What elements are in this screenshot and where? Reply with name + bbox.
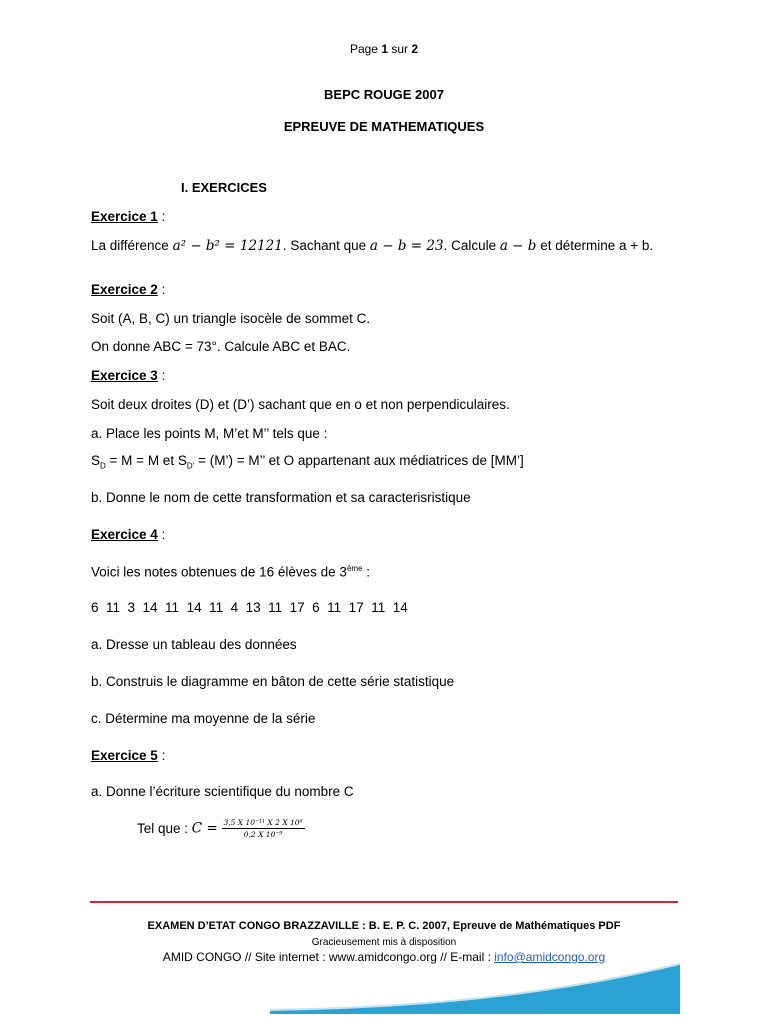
exercise-4-b: b. Construis le diagramme en bâton de cette série statistique — [91, 674, 455, 689]
email-link[interactable]: info@amidcongo.org — [494, 950, 606, 964]
page-number: Page 1 sur 2 — [349, 42, 419, 56]
exercise-3-line-1: Soit deux droites (D) et (D’) sachant que en o et non perpendiculaires. — [91, 397, 510, 412]
footer-divider — [90, 901, 678, 903]
exercise-4-c: c. Détermine ma moyenne de la série — [91, 711, 316, 726]
exercise-3-line-2: a. Place les points M, M’et M’’ tels que : — [91, 426, 328, 441]
exercise-4-notes: 6 11 3 14 11 14 11 4 13 11 17 6 11 17 11 14 — [91, 600, 408, 615]
exam-subtitle: EPREUVE DE MATHEMATIQUES — [283, 119, 485, 134]
formula-fraction: $\frac{\text{3,5 X 10⁻¹¹ X 2 X 10⁶}}{\text{0,2 X 10⁻⁹}}$ — [223, 818, 303, 839]
page-total: 2 — [411, 42, 419, 56]
exercise-1-heading: Exercice 1 : — [91, 209, 166, 224]
exercise-3-line-4: b. Donne le nom de cette transformation et sa caracterisristique — [91, 490, 471, 505]
exercise-2-line-1: Soit (A, B, C) un triangle isocèle de sommet C. — [91, 311, 371, 326]
exercise-5-formula: Tel que : C = $\frac{\text{3,5 X 10⁻¹¹ X 2 X 10⁶}}{\text{0,2 X 10⁻⁹}}$ — [137, 818, 303, 839]
section-heading: I. EXERCICES — [181, 180, 267, 195]
exercise-3-heading: Exercice 3 : — [91, 368, 166, 383]
page-current: 1 — [381, 42, 388, 56]
footer-wave-decoration — [270, 960, 680, 1014]
wave-shape — [270, 964, 680, 1014]
exercise-3-line-3: $S_D = M = M$ et $S_{D’}$ = (M’) = M’’ et O appartenant aux médiatrices de [MM’] — [91, 453, 524, 471]
exercise-4-intro: Voici les notes obtenues de 16 élèves de 3ème : — [91, 564, 371, 580]
exam-title: BEPC ROUGE 2007 — [324, 87, 444, 102]
exercise-4-a: a. Dresse un tableau des données — [91, 637, 297, 652]
exercise-4-heading: Exercice 4 : — [91, 527, 166, 542]
exercise-1-text: La différence a² − b² = 12121. Sachant que a − b = 23. Calcule a − b et détermine a + b. — [91, 238, 654, 254]
footer-subtitle: Gracieusement mis à disposition — [311, 937, 457, 948]
exercise-2-heading: Exercice 2 : — [91, 282, 166, 297]
footer-contact: AMID CONGO // Site internet : www.amidcongo.org // E-mail : info@amidcongo.org — [162, 950, 606, 964]
exercise-5-heading: Exercice 5 : — [91, 748, 166, 763]
exercise-2-line-2: On donne ABC = 73°. Calcule ABC et BAC. — [91, 339, 351, 354]
exercise-5-a: a. Donne l’écriture scientifique du nombre C — [91, 784, 354, 799]
footer-title: EXAMEN D’ETAT CONGO BRAZZAVILLE : B. E. P. C. 2007, Epreuve de Mathématiques PDF — [147, 920, 621, 932]
